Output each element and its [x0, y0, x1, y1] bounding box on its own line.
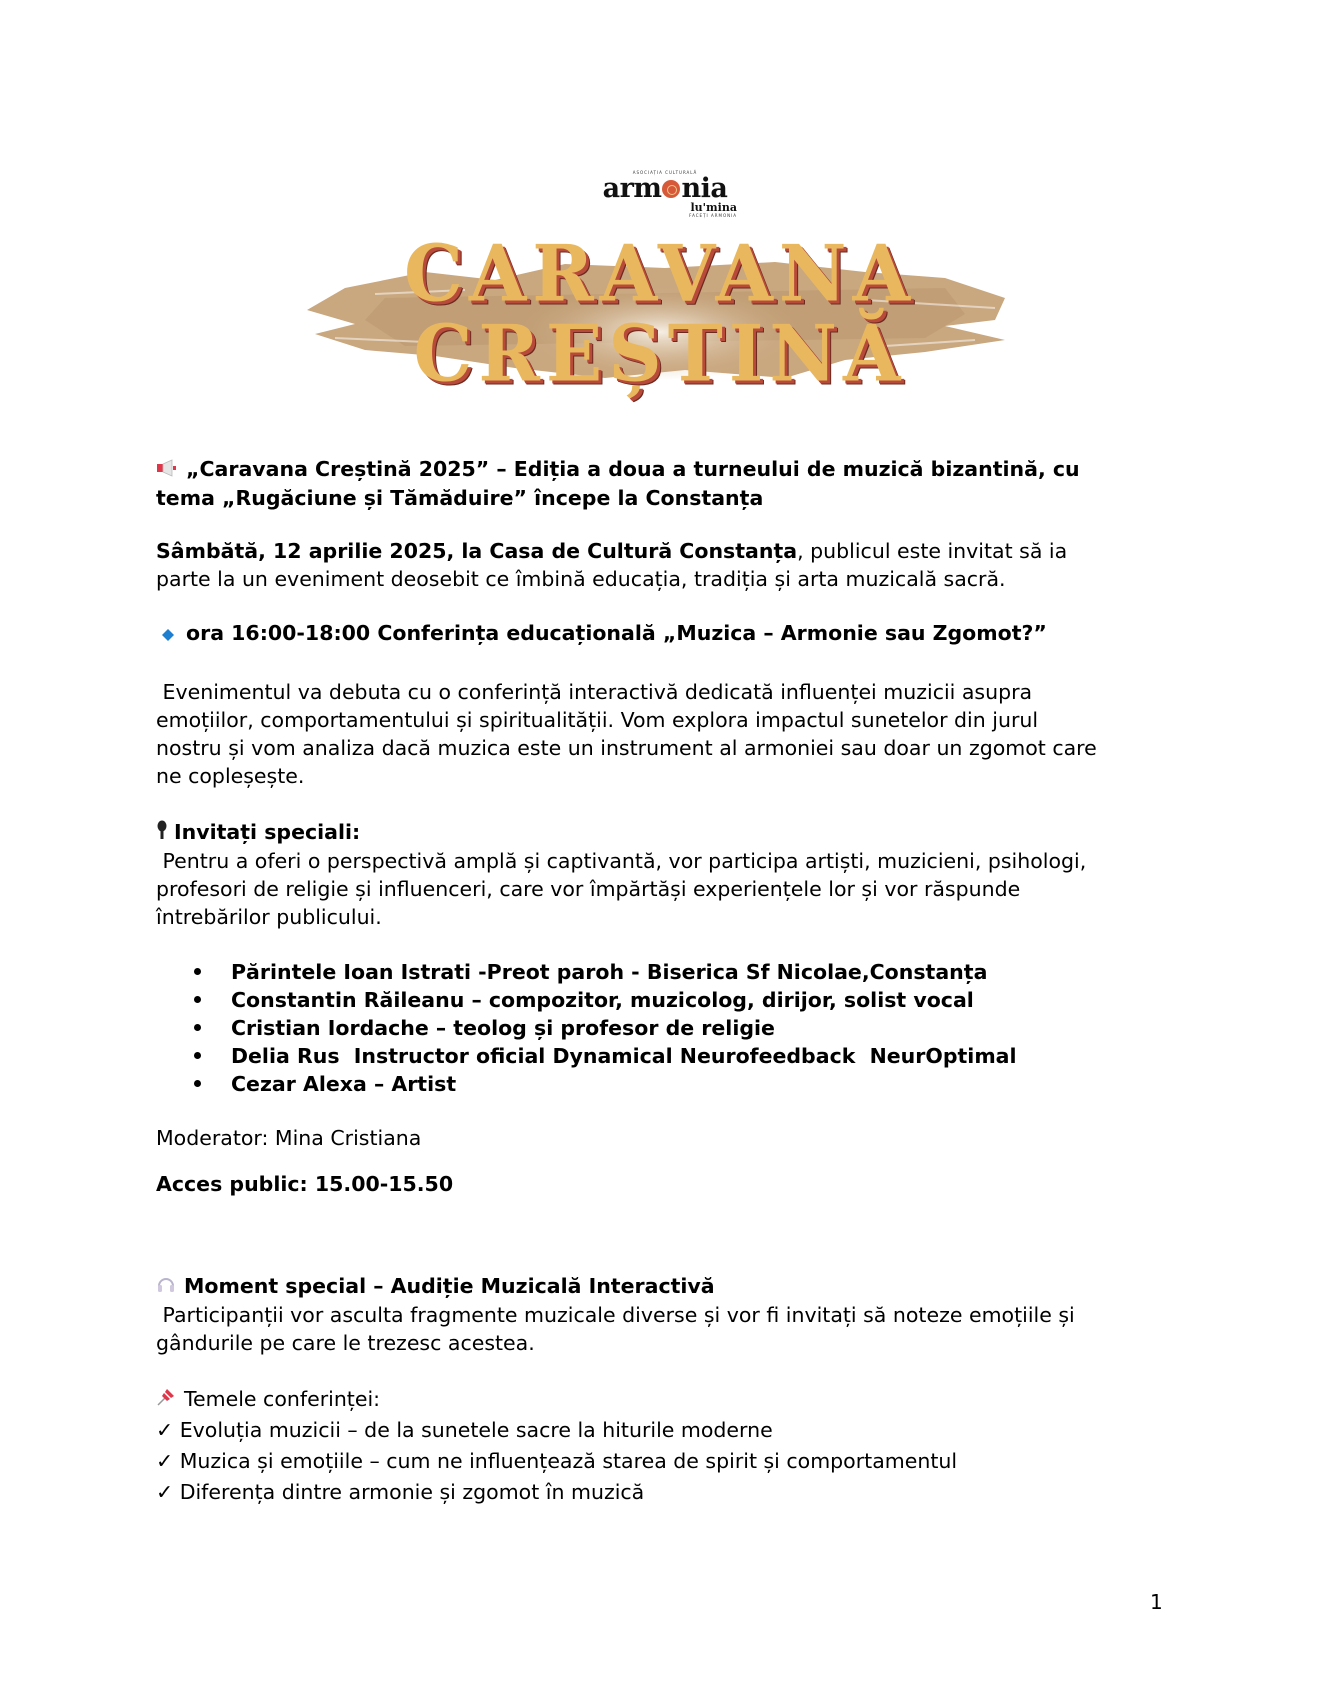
- public-access: Acces public: 15.00-15.50: [156, 1172, 454, 1196]
- guest-list-item: [194, 1042, 1017, 1070]
- banner-line-1: CARAVANA: [404, 228, 916, 320]
- caravana-crestina-banner: [305, 228, 1015, 408]
- armonia-lumina-logo: [585, 170, 745, 216]
- guests-line: profesori de religie și influenceri, care vor împărtăși experiențele lor și vor răspunde: [156, 877, 1021, 901]
- guest-list-item: [194, 958, 1017, 986]
- conference-heading: [156, 619, 1166, 648]
- description-line: Evenimentul va debuta cu o conferință interactivă dedicată influenței muzicii asupra: [156, 680, 1033, 704]
- logo-name-left: arm: [602, 173, 662, 204]
- intro-date-venue: Sâmbătă, 12 aprilie 2025, la Casa de Cultură Constanța: [156, 539, 798, 563]
- banner-title: [305, 228, 1015, 408]
- guests-heading: [156, 818, 1166, 847]
- intro-line-2: parte la un eveniment deosebit ce îmbină educația, tradiția și arta muzicală sacră.: [156, 567, 1006, 591]
- guest-name: Cezar Alexa – Artist: [231, 1072, 457, 1096]
- logo-lumina: lu'mina: [690, 201, 737, 214]
- special-line: gândurile pe care le trezesc acestea.: [156, 1331, 535, 1355]
- logo-wordmark: [585, 173, 745, 204]
- moderator: Moderator: Mina Cristiana: [156, 1126, 422, 1150]
- guest-name: Părintele Ioan Istrati -Preot paroh - Biserica Sf Nicolae,Constanța: [231, 960, 988, 984]
- headline-text-1: „Caravana Creștină 2025” – Ediția a doua a turneului de muzică bizantină, cu: [186, 457, 1080, 481]
- guest-name: Constantin Răileanu – compozitor, muzicolog, dirijor, solist vocal: [231, 988, 974, 1012]
- description-line: ne copleșește.: [156, 764, 305, 788]
- theme-item: ✓ Muzica și emoțiile – cum ne influențează starea de spirit și comportamentul: [156, 1449, 958, 1473]
- logo-bottom-caption: FACEȚI ARMONIA: [689, 213, 737, 218]
- conference-title: ora 16:00-18:00 Conferința educațională „Muzica – Armonie sau Zgomot?”: [186, 621, 1047, 645]
- megaphone-icon: [156, 456, 178, 484]
- guests-heading-text: Invitați speciali:: [174, 820, 361, 844]
- special-line: Participanții vor asculta fragmente muzicale diverse și vor fi invitați să noteze emoțiile și: [156, 1303, 1075, 1327]
- bullet-icon: [194, 996, 201, 1003]
- guest-list: [194, 958, 1017, 1098]
- microphone-icon: [156, 819, 168, 847]
- guest-list-item: [194, 986, 1017, 1014]
- guest-list-item: [194, 1014, 1017, 1042]
- page-number: 1: [1150, 1590, 1163, 1614]
- headphones-icon: [156, 1273, 176, 1301]
- guests-line: Pentru a oferi o perspectivă amplă și captivantă, vor participa artiști, muzicieni, psihologi,: [156, 849, 1087, 873]
- themes-section: [156, 1385, 1166, 1509]
- logo-name-right: nia: [681, 173, 728, 204]
- themes-heading-text: Temele conferinței:: [184, 1387, 381, 1411]
- blue-diamond-icon: [162, 620, 174, 648]
- intro-rest: , publicul este invitat să ia: [797, 539, 1068, 563]
- headline-line-1: [156, 455, 1166, 484]
- description-paragraph: [156, 678, 1166, 790]
- theme-item: ✓ Diferența dintre armonie și zgomot în muzică: [156, 1480, 645, 1504]
- headline: [156, 455, 1166, 512]
- banner-line-2: CREȘTINĂ: [413, 308, 907, 400]
- bullet-icon: [194, 1080, 201, 1087]
- pushpin-icon: [156, 1386, 176, 1414]
- guest-name: Cristian Iordache – teolog și profesor de religie: [231, 1016, 775, 1040]
- description-line: emoțiilor, comportamentului și spiritualității. Vom explora impactul sunetelor din jurul: [156, 708, 1039, 732]
- guest-name: Delia Rus Instructor oficial Dynamical Neurofeedback NeurOptimal: [231, 1044, 1017, 1068]
- special-moment-heading: [156, 1272, 1166, 1301]
- intro-line-1: [156, 537, 1166, 565]
- headline-line-2: tema „Rugăciune și Tămăduire” începe la Constanța: [156, 486, 764, 510]
- description-line: nostru și vom analiza dacă muzica este un instrument al armoniei sau doar un zgomot care: [156, 736, 1097, 760]
- guests-line: întrebărilor publicului.: [156, 905, 382, 929]
- bullet-icon: [194, 1024, 201, 1031]
- theme-item: ✓ Evoluția muzicii – de la sunetele sacre la hiturile moderne: [156, 1418, 773, 1442]
- logo-top-caption: ASOCIAȚIA CULTURALĂ: [632, 170, 698, 175]
- intro-paragraph: [156, 537, 1166, 593]
- guests-section: [156, 818, 1166, 931]
- themes-heading: [156, 1385, 1166, 1416]
- special-moment-title: Moment special – Audiție Muzicală Interactivă: [184, 1274, 715, 1298]
- bullet-icon: [194, 968, 201, 975]
- logo-emblem-icon: [662, 180, 680, 198]
- bullet-icon: [194, 1052, 201, 1059]
- guest-list-item: [194, 1070, 1017, 1098]
- special-moment-section: [156, 1272, 1166, 1357]
